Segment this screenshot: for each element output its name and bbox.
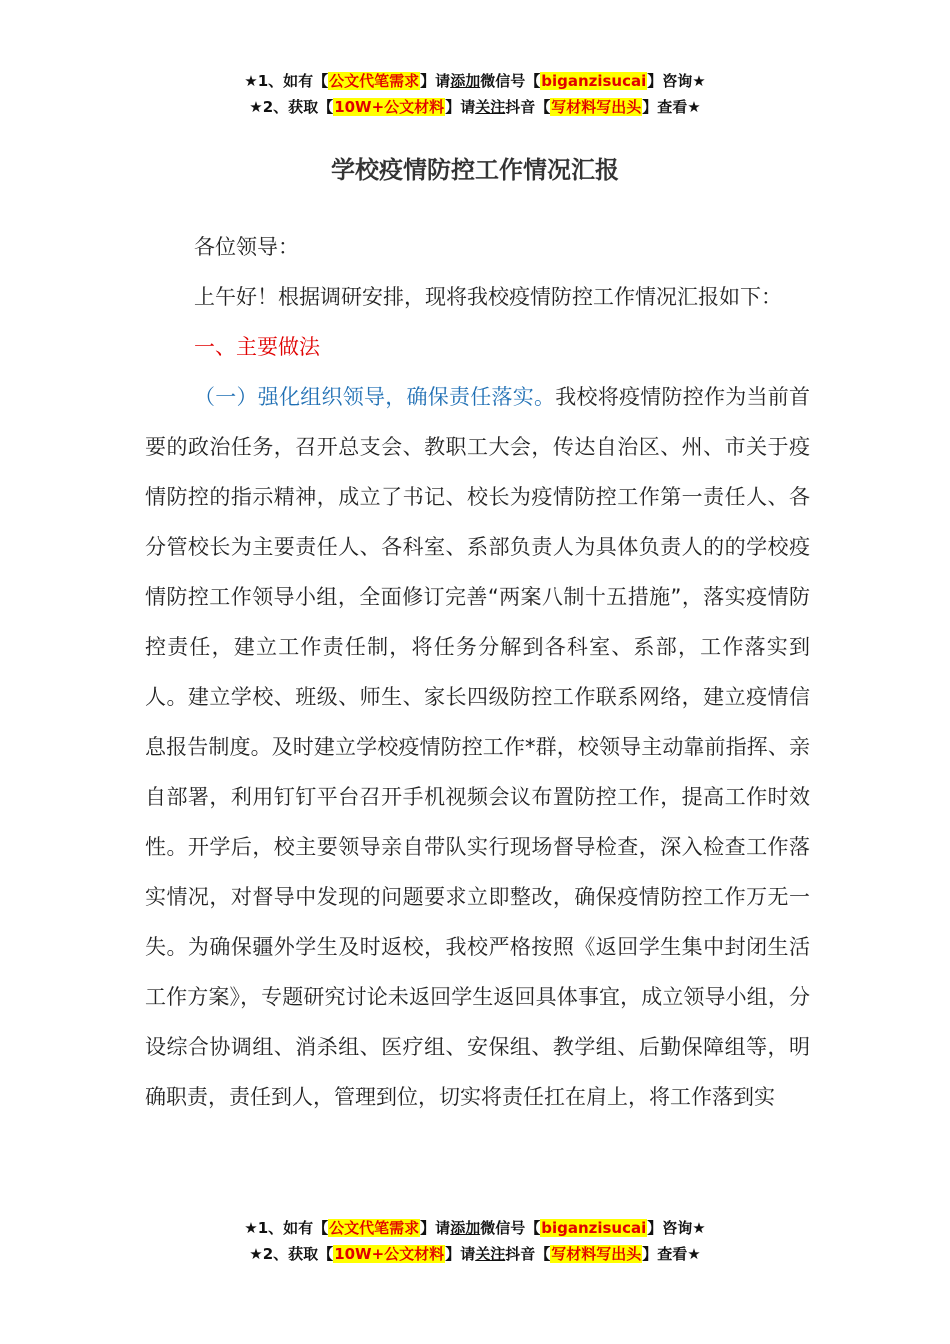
promo-text: 抖音【 [505,98,551,116]
promo-text: 】咨询★ [647,1219,706,1237]
promo-underline: 添加 [450,72,481,90]
footer-promo-line-1 [0,1215,950,1241]
section-heading: 一、主要做法 [194,335,320,359]
promo-text: 】请 [445,98,476,116]
document-title: 学校疫情防控工作情况汇报 [331,156,619,184]
salutation: 各位领导： [194,235,299,259]
footer-promo-line-2 [0,1241,950,1267]
promo-text: 】请 [420,1219,451,1237]
promo-text: 】请 [445,1245,476,1263]
promo-wechat-id: biganzisucai [541,72,647,90]
footer-promo [0,1215,950,1267]
promo-text: 】查看★ [642,1245,701,1263]
promo-highlight: 公文代笔需求 [329,1219,420,1237]
promo-text: ★2、获取【 [249,98,334,116]
promo-text: 】咨询★ [647,72,706,90]
promo-text: ★1、如有【 [244,72,329,90]
promo-text: ★2、获取【 [249,1245,334,1263]
promo-highlight: 10W+公文材料 [334,1245,445,1263]
intro-paragraph: 上午好！根据调研安排，现将我校疫情防控工作情况汇报如下： [194,285,782,309]
subsection-body: 我校将疫情防控作为当前首要的政治任务，召开总支会、教职工大会，传达自治区、州、市关于疫情防控的指示精神，成立了书记、校长为疫情防控工作第一责任人、各分管校长为主要责任人、各科室、系部负责人为具体负责人的的学校疫情防控工作领导小组，全面修订完善“两案八制十五措施”，落实疫情防控责任，建立工作责任制，将任务分解到各科室、系部，工作落实到人。建立学校、班级、师生、家长四级防控工作联系网络，建立疫情信息报告制度。及时建立学校疫情防控工作*群，校领导主动靠前指挥、亲自部署，利用钉钉平台召开手机视频会议布置防控工作，提高工作时效性。开学后，校主要领导亲自带队实行现场督导检查，深入检查工作落实情况，对督导中发现的问题要求立即整改，确保疫情防控工作万无一失。为确保疆外学生及时返校，我校严格按照《返回学生集中封闭生活工作方案》，专题研究讨论未返回学生返回具体事宜，成立领导小组，分设综合协调组、消杀组、医疗组、安保组、教学组、后勤保障组等，明确职责，责任到人，管理到位，切实将责任扛在肩上，将工作落到实 [145,385,810,1109]
promo-douyin-id: 写材料写出头 [551,1245,642,1263]
promo-douyin-id: 写材料写出头 [551,98,642,116]
promo-text: 微信号【 [480,1219,541,1237]
promo-text: ★1、如有【 [244,1219,329,1237]
promo-text: 抖音【 [505,1245,551,1263]
promo-text: 】查看★ [642,98,701,116]
document-body [145,222,810,1122]
promo-text: 】请 [420,72,451,90]
header-promo [0,68,950,120]
promo-highlight: 公文代笔需求 [329,72,420,90]
header-promo-line-2 [0,94,950,120]
header-promo-line-1 [0,68,950,94]
promo-wechat-id: biganzisucai [541,1219,647,1237]
promo-underline: 关注 [475,98,506,116]
promo-highlight: 10W+公文材料 [334,98,445,116]
promo-underline: 关注 [475,1245,506,1263]
subsection-paragraph [145,372,810,1122]
promo-underline: 添加 [450,1219,481,1237]
promo-text: 微信号【 [480,72,541,90]
subsection-heading: （一）强化组织领导，确保责任落实。 [194,385,556,409]
